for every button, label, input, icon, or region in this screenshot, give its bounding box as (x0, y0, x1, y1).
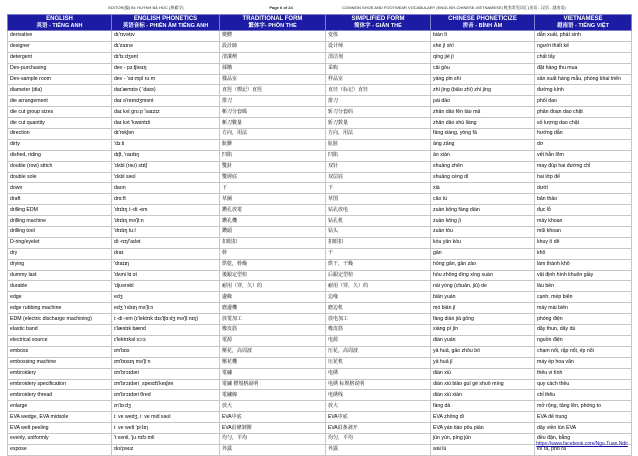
cell-phonetics: dɪ'tɜːdʒənt (112, 52, 220, 63)
column-header-simplified: SIMPLIFIED FORM 简体字 - GIẢN THỂ (326, 15, 431, 31)
cell-simplified: 电源 (326, 335, 431, 346)
cell-phonetics: daʊn (112, 183, 220, 194)
cell-pinyin: nài yòng (chuān, jiǔ) de (431, 281, 535, 292)
cell-phonetics: ɪm'brɔɪdəri ˌspesɪfɪ'keɪʃən (112, 379, 220, 390)
cell-traditional: 樣品室 (220, 74, 326, 85)
table-row (8, 270, 632, 281)
cell-simplified: 钻孔机 (326, 216, 431, 227)
cell-phonetics: daɪ kʌt ɡruːp 'saɪzɪz (112, 107, 220, 118)
table-row (8, 314, 632, 325)
cell-phonetics: ɪks'pəʊz (112, 444, 220, 455)
table-row (8, 357, 632, 368)
cell-english: drilling machine (8, 216, 112, 227)
table-row (8, 401, 632, 412)
cell-phonetics: edʒ 'rʌbɪŋ mə'ʃiːn (112, 303, 220, 314)
cell-english: drilling tool (8, 227, 112, 238)
cell-simplified: 橡皮筋 (326, 325, 431, 336)
cell-traditional: 採購 (220, 63, 326, 74)
cell-vietnamese: nguồn điện (535, 335, 632, 346)
cell-simplified: 凹陷 (326, 150, 431, 161)
cell-vietnamese: dẫn xuất, phát sinh (535, 31, 632, 42)
table-row (8, 63, 632, 74)
cell-traditional: 放電加工 (220, 314, 326, 325)
cell-phonetics: dɪ'zaɪnə (112, 41, 220, 52)
cell-pinyin: shuāng zhēn (431, 161, 535, 172)
cell-traditional: EVA中底 (220, 412, 326, 423)
cell-vietnamese: dây thun, dây dù (535, 325, 632, 336)
cell-phonetics: daɪ kʌt 'kwɒntɪti (112, 118, 220, 129)
table-row (8, 335, 632, 346)
cell-english: Dev-purchasing (8, 63, 112, 74)
cell-phonetics: dɪʃt, 'raɪdɪŋ (112, 150, 220, 161)
cell-pinyin: pái dāo (431, 96, 535, 107)
cell-pinyin: gān (431, 248, 535, 259)
cell-english: direction (8, 129, 112, 140)
cell-vietnamese: dây viền lún EVA (535, 423, 632, 434)
cell-pinyin: zuàn tóu (431, 227, 535, 238)
cell-vietnamese: làm thành khô (535, 259, 632, 270)
cell-vietnamese: đặt hàng thu mua (535, 63, 632, 74)
cell-simplified: 钻孔放电 (326, 205, 431, 216)
table-row (8, 74, 632, 85)
cell-vietnamese: máy ép hoa văn (535, 357, 632, 368)
cell-traditional: 直徑（標記）直徑 (220, 85, 326, 96)
cell-pinyin: fàng dà (431, 401, 535, 412)
cell-english: die cut quantity (8, 118, 112, 129)
table-row (8, 325, 632, 336)
table-row (8, 129, 632, 140)
cell-vietnamese: máy mài biên (535, 303, 632, 314)
cell-english: draft (8, 194, 112, 205)
cell-english: diameter (dia) (8, 85, 112, 96)
cell-phonetics: dɪ'rekʃən (112, 129, 220, 140)
cell-vietnamese: phóng điện (535, 314, 632, 325)
table-row (8, 412, 632, 423)
editor-credit: EDITOR(编) BỊ: HUỲNH BÁ HỌC (黄霸学) (108, 4, 184, 10)
cell-vietnamese: phối dao (535, 96, 632, 107)
cell-pinyin: xiàng pí jīn (431, 325, 535, 336)
cell-simplified: EVA中底 (326, 412, 431, 423)
cell-traditional: 草圖 (220, 194, 326, 205)
cell-simplified: 压花机 (326, 357, 431, 368)
cell-vietnamese: hướng dẫn (535, 129, 632, 140)
cell-english: electrical source (8, 335, 112, 346)
cell-simplified: 采购 (326, 63, 431, 74)
cell-english: double (row) stitch (8, 161, 112, 172)
cell-vietnamese: người thiết kế (535, 41, 632, 52)
cell-vietnamese: mở rộng, tăng lên, phóng to (535, 401, 632, 412)
cell-pinyin: diàn yuán (431, 335, 535, 346)
cell-pinyin: biàn tǐ (431, 31, 535, 42)
cell-traditional: 斬刀數量 (220, 118, 326, 129)
cell-traditional: 放大 (220, 401, 326, 412)
cell-simplified: 扣眼扣 (326, 237, 431, 248)
cell-pinyin: yā huā, gāo zhōu bō (431, 346, 535, 357)
cell-traditional: 烘乾，幹燥 (220, 259, 326, 270)
cell-english: embroidery thread (8, 390, 112, 401)
table-row (8, 183, 632, 194)
cell-pinyin: āng zāng (431, 139, 535, 150)
cell-simplified: 磨边机 (326, 303, 431, 314)
cell-phonetics: 'draɪɪŋ (112, 259, 220, 270)
cell-traditional: 方向，用法 (220, 129, 326, 140)
cell-simplified: 边缘 (326, 292, 431, 303)
cell-vietnamese: đục lỗ (535, 205, 632, 216)
cell-simplified: 烘干，干燥 (326, 259, 431, 270)
cell-english: die cut group sizes (8, 107, 112, 118)
cell-simplified: 电绣 标规格说明 (326, 379, 431, 390)
cell-traditional: 凹陷 (220, 150, 326, 161)
column-header-english: ENGLISH 英语 - TIẾNG ANH (8, 15, 112, 31)
cell-english: embroidery specification (8, 379, 112, 390)
cell-traditional: EVA沿條剝開 (220, 423, 326, 434)
cell-english: dirty (8, 139, 112, 150)
cell-traditional: 骯髒 (220, 139, 326, 150)
cell-english: emboss (8, 346, 112, 357)
cell-phonetics: 'drɪlɪŋ mə'ʃiːn (112, 216, 220, 227)
table-row (8, 107, 632, 118)
cell-simplified: 均匀，平均 (326, 433, 431, 444)
facebook-link[interactable]: https://www.facebook.com/Ngo.Tuan.Ndir (536, 441, 628, 447)
table-row (8, 259, 632, 270)
cell-simplified: 样品室 (326, 74, 431, 85)
cell-pinyin: cǎo tú (431, 194, 535, 205)
cell-phonetics: drɑːft (112, 194, 220, 205)
cell-english: dummy last (8, 270, 112, 281)
table-row (8, 161, 632, 172)
table-row (8, 423, 632, 434)
cell-vietnamese: may đúp hai đường chỉ (535, 161, 632, 172)
cell-phonetics: 'iːvənli, 'juːnɪfɔːmli (112, 433, 220, 444)
cell-traditional: 鑽孔機 (220, 216, 326, 227)
cell-traditional: 外露 (220, 444, 326, 455)
document-title: COMMON SHOE AND FOOTWEAR VOCABULARY (ENGLISH-CHINESE-VIETNAMESE) 鞋类常见词汇(英语 - 汉语 - 越南语) (342, 4, 566, 10)
cell-traditional: 排刀 (220, 96, 326, 107)
cell-phonetics: edʒ (112, 292, 220, 303)
cell-traditional: 橡皮筋 (220, 325, 326, 336)
cell-traditional: 雙層底 (220, 172, 326, 183)
cell-traditional: 壓花機 (220, 357, 326, 368)
cell-phonetics: iː ve wedʒ, iː ve mid səʊl (112, 412, 220, 423)
cell-traditional: 電繡 (220, 368, 326, 379)
cell-pinyin: EVA yán tiáo pōu pián (431, 423, 535, 434)
table-row (8, 227, 632, 238)
cell-pinyin: cǎi gòu (431, 63, 535, 74)
cell-traditional: 變體 (220, 31, 326, 42)
page-header (46, 3, 592, 12)
cell-phonetics: 'drɪlɪŋ tuːl (112, 227, 220, 238)
cell-phonetics: dɪ'rɪvətɪv (112, 31, 220, 42)
cell-english: down (8, 183, 112, 194)
cell-vietnamese: đều đặn, bằng (535, 433, 632, 444)
cell-simplified: 清洁剂 (326, 52, 431, 63)
cell-english: durable (8, 281, 112, 292)
table-row (8, 292, 632, 303)
cell-pinyin: hòu zhǒng dìng xíng xuàn (431, 270, 535, 281)
column-header-traditional: TRADITIONAL FORM 繁体字- PHỒN THỂ (220, 15, 326, 31)
cell-traditional: 電繡線 (220, 390, 326, 401)
cell-vietnamese: phân đoạn dao chặt (535, 107, 632, 118)
cell-vietnamese: chạm nổi, rập nổi, ép nổi (535, 346, 632, 357)
cell-simplified: EVA沿条剥开 (326, 423, 431, 434)
cell-traditional: 扣眼扣 (220, 237, 326, 248)
cell-vietnamese: khuy ô dê (535, 237, 632, 248)
cell-pinyin: fāng xiàng, yòng fǎ (431, 129, 535, 140)
table-row (8, 31, 632, 42)
cell-phonetics: diː-rɪŋ/'aɪlət (112, 237, 220, 248)
table-header-row (8, 15, 632, 31)
cell-simplified: 耐用（穿，久）的 (326, 281, 431, 292)
cell-pinyin: wài lù (431, 444, 535, 455)
cell-phonetics: ɪn'lɑːdʒ (112, 401, 220, 412)
column-header-english-phonetics: ENGLISH PHONETICS 英语音标 - PHIÊN ÂM TIẾNG ANH (112, 15, 220, 31)
cell-traditional: 雙針 (220, 161, 326, 172)
cell-simplified: 设计师 (326, 41, 431, 52)
cell-vietnamese: lâu bền (535, 281, 632, 292)
cell-english: double sole (8, 172, 112, 183)
cell-phonetics: ɪm'brɔɪdəri θred (112, 390, 220, 401)
cell-vietnamese: chất tẩy (535, 52, 632, 63)
cell-traditional: 壓花，高周波 (220, 346, 326, 357)
cell-vietnamese: vật định hình khuôn giầy (535, 270, 632, 281)
cell-vietnamese: lòi ra, phô ra (535, 444, 632, 455)
cell-simplified: 斩刀分套码 (326, 107, 431, 118)
cell-vietnamese: quy cách thêu (535, 379, 632, 390)
table-row (8, 303, 632, 314)
cell-traditional: 電源 (220, 335, 326, 346)
cell-phonetics: ɪm'brɔɪdəri (112, 368, 220, 379)
cell-simplified: 草图 (326, 194, 431, 205)
cell-traditional: 幹 (220, 248, 326, 259)
table-row (8, 281, 632, 292)
cell-english: derivative (8, 31, 112, 42)
column-header-pinyin: CHINESE PHONETICIZE 拼音 - BÍNH ÂM (431, 15, 535, 31)
cell-english: Dev-sample room (8, 74, 112, 85)
cell-english: designer (8, 41, 112, 52)
cell-phonetics: 'dʌbl səʊl (112, 172, 220, 183)
cell-pinyin: shuāng céng dǐ (431, 172, 535, 183)
cell-vietnamese: hai lớp đế (535, 172, 632, 183)
table-row (8, 52, 632, 63)
cell-phonetics: 'dʌbl (rəʊ) stɪtʃ (112, 161, 220, 172)
cell-english: dished, riding (8, 150, 112, 161)
cell-pinyin: zuàn kǒng fàng diàn (431, 205, 535, 216)
cell-pinyin: zhǎn dāo fēn tào mǎ (431, 107, 535, 118)
cell-pinyin: qīng jié jì (431, 52, 535, 63)
cell-simplified: 方向，用法 (326, 129, 431, 140)
cell-english: enlarge (8, 401, 112, 412)
cell-pinyin: diàn xiù xiàn (431, 390, 535, 401)
table-row (8, 41, 632, 52)
cell-vietnamese: khô (535, 248, 632, 259)
cell-vietnamese: sản xuất hàng mẫu, phòng khai triển (535, 74, 632, 85)
cell-english: EVA welt peeling (8, 423, 112, 434)
cell-simplified: 变体 (326, 31, 431, 42)
table-row (8, 379, 632, 390)
cell-traditional: 邊緣 (220, 292, 326, 303)
cell-simplified: 电绣线 (326, 390, 431, 401)
cell-phonetics: draɪ (112, 248, 220, 259)
cell-english: EVA wedge, EVA midsole (8, 412, 112, 423)
cell-pinyin: diàn xiù biāo guī gé shuō míng (431, 379, 535, 390)
cell-phonetics: 'drɪlɪŋ iː-diː-em (112, 205, 220, 216)
cell-phonetics: ɪ'lektrɪkəl sɔːs (112, 335, 220, 346)
table-row (8, 346, 632, 357)
cell-traditional: 電繡 標規格說明 (220, 379, 326, 390)
cell-english: die arrangement (8, 96, 112, 107)
cell-traditional: 設計師 (220, 41, 326, 52)
cell-simplified: 排刀 (326, 96, 431, 107)
cell-simplified: 放电加工 (326, 314, 431, 325)
cell-simplified: 肮脏 (326, 139, 431, 150)
table-row (8, 205, 632, 216)
cell-pinyin: EVA zhōng dǐ (431, 412, 535, 423)
table-row (8, 368, 632, 379)
cell-phonetics: 'dʌmi lɑːst (112, 270, 220, 281)
cell-phonetics: ɪm'bɒs (112, 346, 220, 357)
cell-vietnamese: máy khoan (535, 216, 632, 227)
cell-phonetics: iː-diː-em (ɪ'lektrɪk dɪs'tʃɑːdʒ mə'ʃiːnɪŋ) (112, 314, 220, 325)
cell-pinyin: shè jì shī (431, 41, 535, 52)
cell-traditional: 磨邊機 (220, 303, 326, 314)
cell-english: EDM (electric discharge machining) (8, 314, 112, 325)
cell-english: drying (8, 259, 112, 270)
cell-simplified: 双针 (326, 161, 431, 172)
cell-simplified: 外露 (326, 444, 431, 455)
cell-english: drilling EDM (8, 205, 112, 216)
cell-traditional: 鑽孔放電 (220, 205, 326, 216)
column-header-vietnamese: VIETNAMESE 越南语 - TIẾNG VIỆT (535, 15, 632, 31)
cell-pinyin: jūn yún, píng jūn (431, 433, 535, 444)
cell-phonetics: dev - 'sɑːmpl ruːm (112, 74, 220, 85)
cell-phonetics: daɪ ə'reɪndʒmənt (112, 96, 220, 107)
cell-vietnamese: đường kính (535, 85, 632, 96)
cell-pinyin: yā huā jī (431, 357, 535, 368)
cell-vietnamese: chỉ thêu (535, 390, 632, 401)
cell-english: detergent (8, 52, 112, 63)
cell-traditional: 清潔劑 (220, 52, 326, 63)
cell-pinyin: kòu yǎn kòu (431, 237, 535, 248)
table-body (8, 31, 632, 456)
cell-english: evenly, uniformly (8, 433, 112, 444)
cell-english: embossing machine (8, 357, 112, 368)
table-row (8, 118, 632, 129)
cell-traditional: 後跟定型楦 (220, 270, 326, 281)
vocabulary-table (7, 14, 632, 456)
table-row (8, 237, 632, 248)
cell-vietnamese: số lượng dao chặt (535, 118, 632, 129)
cell-vietnamese: dưới (535, 183, 632, 194)
cell-pinyin: biān yuán (431, 292, 535, 303)
cell-simplified: 后跟定型楦 (326, 270, 431, 281)
table-row (8, 390, 632, 401)
cell-vietnamese: EVA đế trung (535, 412, 632, 423)
cell-simplified: 压花，高周波 (326, 346, 431, 357)
cell-pinyin: fàng diàn jiā gōng (431, 314, 535, 325)
cell-pinyin: zhí jìng (biāo zhì) zhí jìng (431, 85, 535, 96)
cell-english: edge (8, 292, 112, 303)
table-row (8, 96, 632, 107)
cell-english: expose (8, 444, 112, 455)
cell-phonetics: ɪ'læstɪk bænd (112, 325, 220, 336)
cell-traditional: 斬刀分套碼 (220, 107, 326, 118)
cell-traditional: 鑽頭 (220, 227, 326, 238)
cell-english: D-ring/eyelet (8, 237, 112, 248)
page-number: Page 6 of 24 (269, 5, 293, 10)
cell-phonetics: ɪm'bɒsɪŋ mə'ʃiːn (112, 357, 220, 368)
cell-vietnamese: mũi khoan (535, 227, 632, 238)
table-row (8, 172, 632, 183)
cell-simplified: 钻头 (326, 227, 431, 238)
cell-traditional: 下 (220, 183, 326, 194)
cell-simplified: 斩刀数量 (326, 118, 431, 129)
cell-vietnamese: bản thảo (535, 194, 632, 205)
cell-simplified: 电绣 (326, 368, 431, 379)
cell-vietnamese: vết hằn lõm (535, 150, 632, 161)
cell-english: embroidery (8, 368, 112, 379)
table-row (8, 150, 632, 161)
cell-english: dry (8, 248, 112, 259)
cell-pinyin: xià (431, 183, 535, 194)
table-row (8, 216, 632, 227)
cell-phonetics: iː ve welt 'piːlɪŋ (112, 423, 220, 434)
cell-pinyin: zhǎn dāo shù liàng (431, 118, 535, 129)
table-row (8, 194, 632, 205)
cell-simplified: 放大 (326, 401, 431, 412)
cell-vietnamese: thêu vi tính (535, 368, 632, 379)
cell-pinyin: mó biān jī (431, 303, 535, 314)
cell-english: elastic band (8, 325, 112, 336)
cell-pinyin: yàng pǐn shì (431, 74, 535, 85)
cell-simplified: 干 (326, 248, 431, 259)
cell-simplified: 直径（标记）直径 (326, 85, 431, 96)
cell-vietnamese: dơ (535, 139, 632, 150)
cell-pinyin: hōng gān, gān zào (431, 259, 535, 270)
cell-pinyin: zuàn kǒng jī (431, 216, 535, 227)
table-row (8, 85, 632, 96)
cell-english: edge rubbing machine (8, 303, 112, 314)
cell-traditional: 耐用（穿，久）的 (220, 281, 326, 292)
cell-pinyin: āo xiàn (431, 150, 535, 161)
cell-simplified: 下 (326, 183, 431, 194)
cell-phonetics: 'dɜːti (112, 139, 220, 150)
cell-vietnamese: cạnh, mép biên (535, 292, 632, 303)
table-row (8, 248, 632, 259)
cell-phonetics: 'djʊərəbl (112, 281, 220, 292)
table-row (8, 139, 632, 150)
cell-simplified: 双层底 (326, 172, 431, 183)
cell-traditional: 均勻，平均 (220, 433, 326, 444)
cell-phonetics: dev - pɜːtʃəsɪŋ (112, 63, 220, 74)
cell-pinyin: diàn xiù (431, 368, 535, 379)
cell-phonetics: daɪ'æmɪtə ( 'daɪə) (112, 85, 220, 96)
